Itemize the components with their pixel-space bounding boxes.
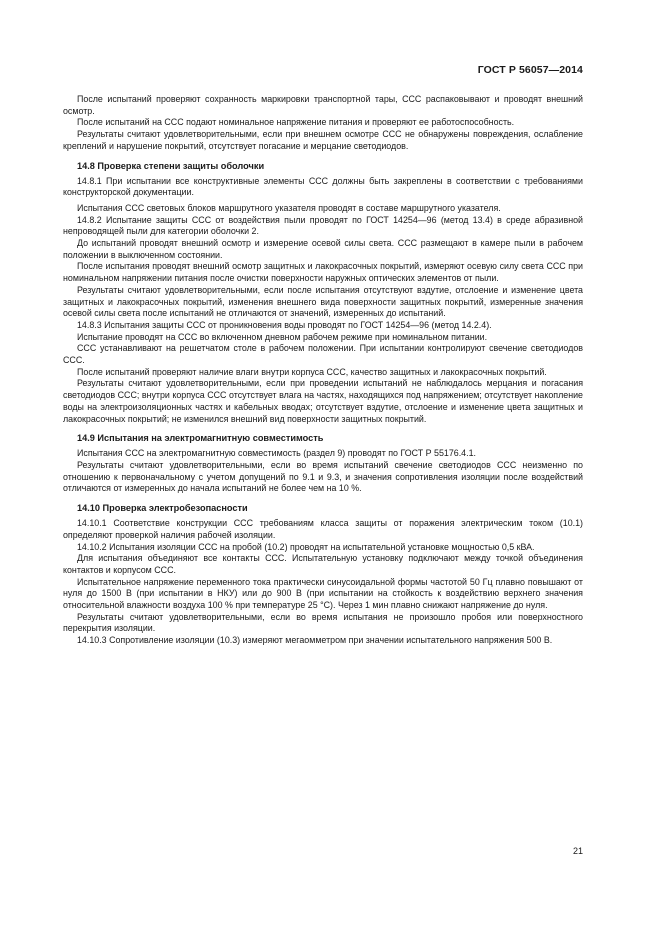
section-heading-14-9: 14.9 Испытания на электромагнитную совместимость	[77, 433, 324, 444]
paragraph: Испытания ССС световых блоков маршрутного указателя проводят в составе маршрутного указателя.	[77, 202, 501, 213]
paragraph: Испытания ССС на электромагнитную совместимость (раздел 9) проводят по ГОСТ Р 55176.4.1.	[77, 448, 476, 459]
paragraph: Результаты считают удовлетворительными, если при проведении испытаний не наблюдалось мерцания и погасания светодиодов ССС; внутри корпуса ССС отсутствует влага на частях, находящихся под напряжением; отсутствует накопление воды на электроизоляционных частях и кабельных вводах; отсутствует вздутие, отслоение и изменение цвета защитных и лакокрасочных покрытий; не изменился внешний вид поверхности защитных покрытий.	[63, 378, 583, 424]
section-heading-14-8: 14.8 Проверка степени защиты оболочки	[77, 160, 265, 171]
paragraph: Испытание проводят на ССС во включенном дневном рабочем режиме при номинальном питании.	[77, 331, 488, 342]
paragraph: Результаты считают удовлетворительными, если после испытания отсутствуют вздутие, отслоение и изменение цвета защитных и лакокрасочных покрытий, изменения внешнего вида поверхности защитных покрытий, измеренные значения осевой силы света после испытаний не отличаются от значений, измеренных до испытаний.	[63, 284, 583, 319]
standard-header: ГОСТ Р 56057—2014	[477, 64, 583, 76]
document-body	[63, 94, 583, 647]
paragraph: ССС устанавливают на решетчатом столе в рабочем положении. При испытании контролируют свечение светодиодов ССС.	[63, 343, 583, 366]
paragraph: После испытаний проверяют сохранность маркировки транспортной тары, ССС распаковывают и проводят внешний осмотр.	[63, 94, 583, 116]
section-heading-14-10: 14.10 Проверка электробезопасности	[77, 503, 248, 514]
paragraph: 14.10.2 Испытания изоляции ССС на пробой (10.2) проводят на испытательной установке мощностью 0,5 кВА.	[77, 541, 535, 552]
page-number: 21	[572, 846, 583, 856]
paragraph: После испытания проводят внешний осмотр защитных и лакокрасочных покрытий, измеряют осевую силу света ССС при номинальном напряжении питания после очистки поверхности наружных оптических элементов от пыли.	[63, 261, 583, 284]
paragraph: 14.10.1 Соответствие конструкции ССС требованиям класса защиты от поражения электрическим током (10.1) определяют проверкой наличия рабочей изоляции.	[63, 518, 583, 540]
paragraph: 14.8.2 Испытание защиты ССС от воздействия пыли проводят по ГОСТ 14254—96 (метод 13.4) в среде абразивной непроводящей пыли для категории оболочки 2.	[63, 214, 583, 237]
paragraph: Испытательное напряжение переменного тока практически синусоидальной формы частотой 50 Гц плавно повышают от нуля до 1500 В (при испытании в НКУ) или до 900 В (при испытании на стойкость к воздействию верхнего значения относительной влажности воздуха 100 % при температуре 25 °С). Через 1 мин плавно снижают напряжение до нуля.	[63, 576, 583, 611]
paragraph: 14.10.3 Сопротивление изоляции (10.3) измеряют мегаомметром при значении испытательного напряжения 500 В.	[77, 635, 553, 646]
paragraph: После испытаний на ССС подают номинальное напряжение питания и проверяют ее работоспособность.	[77, 117, 515, 128]
paragraph: Результаты считают удовлетворительными, если во время испытания не произошло пробоя или поверхностного перекрытия изоляции.	[63, 611, 583, 634]
paragraph: 14.8.1 При испытании все конструктивные элементы ССС должны быть закреплены в соответствии с требованиями конструкторской документации.	[63, 175, 583, 198]
paragraph: Результаты считают удовлетворительными, если при внешнем осмотре ССС не обнаружены повреждения, ослабление креплений и нарушение покрытий, отсутствует погасание и мерцание светодиодов.	[63, 129, 583, 151]
paragraph: После испытаний проверяют наличие влаги внутри корпуса ССС, качество защитных и лакокрасочных покрытий.	[77, 366, 547, 377]
paragraph: Результаты считают удовлетворительными, если во время испытаний свечение светодиодов ССС неизменно по отношению к первоначальному с учетом допущений по 9.1 и 9.3, и значения сопротивления изоляции после воздействий отличаются от измеренных до начала испытаний не более чем на 10 %.	[63, 459, 583, 494]
paragraph: Для испытания объединяют все контакты ССС. Испытательную установку подключают между точкой объединения контактов и корпусом ССС.	[63, 553, 583, 575]
paragraph: 14.8.3 Испытания защиты ССС от проникновения воды проводят по ГОСТ 14254—96 (метод 14.2.4).	[77, 319, 492, 330]
paragraph: До испытаний проводят внешний осмотр и измерение осевой силы света. ССС размещают в камере пыли в рабочем положении в выключенном состоянии.	[63, 238, 583, 260]
